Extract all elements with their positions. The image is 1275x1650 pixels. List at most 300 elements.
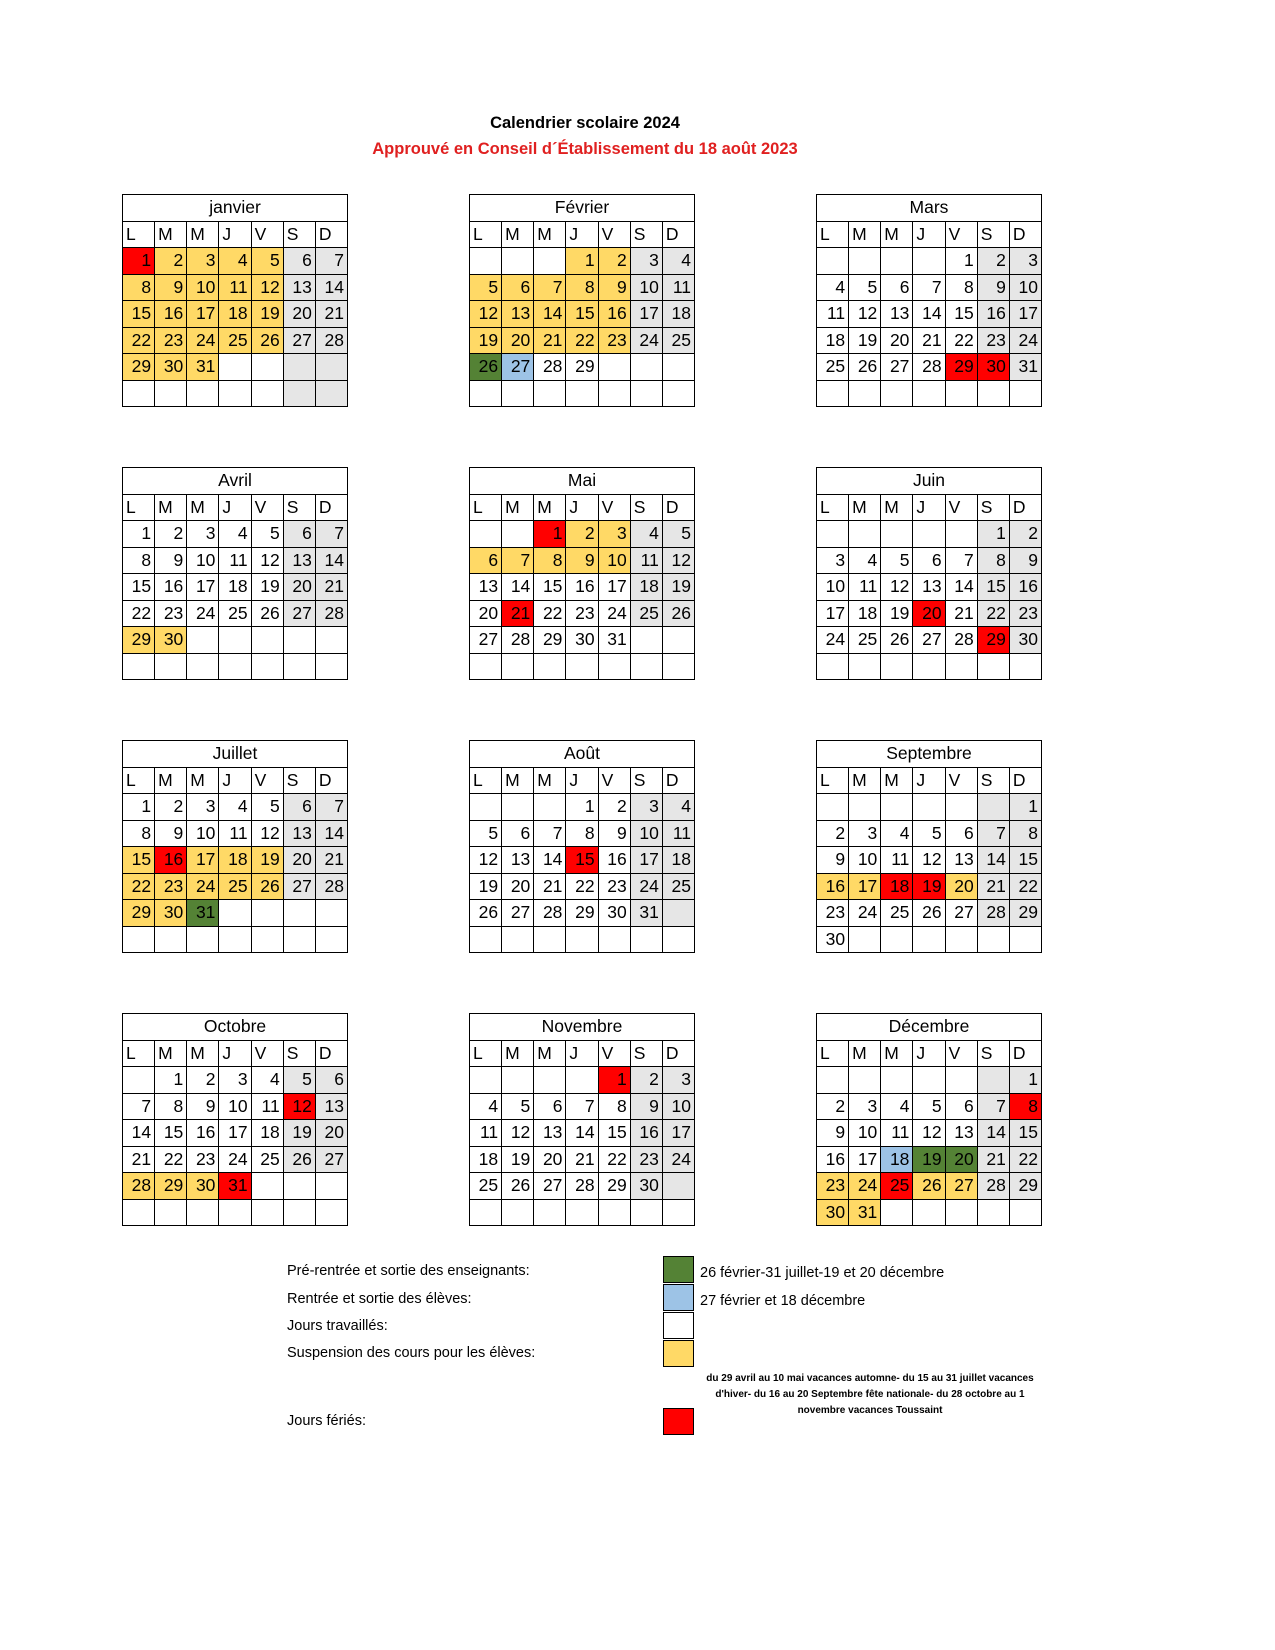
weekday-header: M (534, 494, 566, 521)
day-cell: 10 (630, 820, 662, 847)
day-cell: 20 (315, 1120, 347, 1147)
day-cell: 21 (315, 847, 347, 874)
day-cell: 27 (534, 1173, 566, 1200)
day-cell (881, 248, 913, 275)
day-cell (913, 926, 945, 953)
day-cell: 29 (155, 1173, 187, 1200)
day-cell (283, 1173, 315, 1200)
day-cell: 1 (598, 1067, 630, 1094)
week-row (123, 926, 348, 953)
weekday-header: V (251, 221, 283, 248)
day-cell: 2 (155, 248, 187, 275)
day-cell: 9 (1009, 547, 1041, 574)
day-cell: 30 (977, 354, 1009, 381)
day-cell: 26 (470, 354, 502, 381)
day-cell: 24 (817, 627, 849, 654)
day-cell: 4 (630, 521, 662, 548)
weekday-header: V (598, 221, 630, 248)
day-cell: 21 (315, 301, 347, 328)
day-cell: 26 (251, 600, 283, 627)
day-cell: 13 (945, 847, 977, 874)
day-cell: 2 (187, 1067, 219, 1094)
week-row (817, 1093, 1042, 1120)
day-cell: 3 (219, 1067, 251, 1094)
week-row (817, 794, 1042, 821)
day-cell: 24 (630, 873, 662, 900)
weekday-header: V (598, 1040, 630, 1067)
day-cell: 11 (251, 1093, 283, 1120)
day-cell (913, 794, 945, 821)
day-cell: 16 (1009, 574, 1041, 601)
day-cell: 26 (881, 627, 913, 654)
week-row (123, 327, 348, 354)
day-cell (251, 380, 283, 407)
day-cell: 30 (817, 926, 849, 953)
day-cell (251, 627, 283, 654)
weekday-header: V (251, 494, 283, 521)
day-cell: 10 (817, 574, 849, 601)
weekday-header: D (1009, 767, 1041, 794)
week-row (470, 574, 695, 601)
day-cell: 28 (977, 900, 1009, 927)
day-cell (251, 1173, 283, 1200)
month-name: janvier (123, 195, 348, 222)
week-row (470, 820, 695, 847)
day-cell: 5 (251, 521, 283, 548)
weekday-header: M (155, 494, 187, 521)
day-cell: 24 (662, 1146, 694, 1173)
day-cell (315, 627, 347, 654)
day-cell: 16 (598, 301, 630, 328)
day-cell: 12 (502, 1120, 534, 1147)
week-row (470, 354, 695, 381)
day-cell (534, 248, 566, 275)
day-cell (598, 653, 630, 680)
day-cell: 7 (315, 521, 347, 548)
weekday-header: V (945, 767, 977, 794)
weekday-header: L (470, 767, 502, 794)
day-cell: 13 (315, 1093, 347, 1120)
week-row (470, 1199, 695, 1226)
week-row (123, 1173, 348, 1200)
day-cell: 25 (849, 627, 881, 654)
day-cell: 22 (123, 327, 155, 354)
day-cell: 14 (534, 301, 566, 328)
day-cell: 9 (817, 1120, 849, 1147)
week-row (817, 820, 1042, 847)
day-cell (817, 248, 849, 275)
weekday-header: D (1009, 1040, 1041, 1067)
day-cell: 20 (945, 1146, 977, 1173)
day-cell: 11 (817, 301, 849, 328)
day-cell: 16 (155, 574, 187, 601)
day-cell: 26 (662, 600, 694, 627)
day-cell: 6 (534, 1093, 566, 1120)
day-cell: 12 (251, 547, 283, 574)
day-cell: 19 (913, 1146, 945, 1173)
day-cell: 22 (977, 600, 1009, 627)
day-cell (881, 926, 913, 953)
day-cell (1009, 926, 1041, 953)
day-cell (630, 926, 662, 953)
day-cell: 12 (251, 274, 283, 301)
day-cell (1009, 1199, 1041, 1226)
day-cell: 4 (251, 1067, 283, 1094)
day-cell (187, 926, 219, 953)
month-name: Octobre (123, 1014, 348, 1041)
day-cell: 18 (251, 1120, 283, 1147)
weekday-header: L (470, 221, 502, 248)
day-cell: 3 (187, 521, 219, 548)
day-cell: 10 (849, 847, 881, 874)
day-cell: 18 (817, 327, 849, 354)
day-cell (470, 380, 502, 407)
week-row (470, 547, 695, 574)
weekday-header: L (123, 767, 155, 794)
legend-label-student: Rentrée et sortie des élèves: (287, 1291, 472, 1307)
day-cell: 20 (470, 600, 502, 627)
day-cell: 10 (662, 1093, 694, 1120)
day-cell (566, 380, 598, 407)
day-cell: 8 (598, 1093, 630, 1120)
weekday-header: V (598, 767, 630, 794)
day-cell (881, 794, 913, 821)
day-cell: 7 (566, 1093, 598, 1120)
day-cell: 3 (662, 1067, 694, 1094)
day-cell: 29 (123, 354, 155, 381)
day-cell: 13 (534, 1120, 566, 1147)
weekday-header: S (977, 221, 1009, 248)
day-cell: 12 (913, 847, 945, 874)
day-cell: 19 (470, 873, 502, 900)
day-cell (662, 1199, 694, 1226)
day-cell: 22 (155, 1146, 187, 1173)
day-cell (283, 653, 315, 680)
weekday-header: M (849, 221, 881, 248)
day-cell: 20 (913, 600, 945, 627)
day-cell (913, 1199, 945, 1226)
weekday-header: S (283, 221, 315, 248)
week-row (470, 847, 695, 874)
week-row (817, 1173, 1042, 1200)
week-row (470, 521, 695, 548)
day-cell (945, 380, 977, 407)
month-name: Février (470, 195, 695, 222)
week-row (123, 1093, 348, 1120)
day-cell: 6 (283, 521, 315, 548)
day-cell (251, 900, 283, 927)
day-cell: 25 (662, 327, 694, 354)
day-cell: 9 (598, 274, 630, 301)
day-cell: 1 (566, 794, 598, 821)
day-cell: 4 (662, 794, 694, 821)
day-cell (219, 380, 251, 407)
day-cell: 18 (470, 1146, 502, 1173)
day-cell: 7 (945, 547, 977, 574)
day-cell (817, 794, 849, 821)
day-cell: 14 (977, 847, 1009, 874)
day-cell (502, 380, 534, 407)
week-row (470, 327, 695, 354)
legend-swatch-holiday (663, 1408, 694, 1435)
day-cell (849, 521, 881, 548)
day-cell: 8 (1009, 820, 1041, 847)
day-cell (123, 380, 155, 407)
day-cell: 6 (945, 820, 977, 847)
day-cell (977, 1067, 1009, 1094)
day-cell: 25 (881, 1173, 913, 1200)
day-cell: 5 (881, 547, 913, 574)
day-cell: 11 (470, 1120, 502, 1147)
day-cell: 26 (913, 900, 945, 927)
day-cell: 22 (566, 873, 598, 900)
day-cell: 4 (881, 1093, 913, 1120)
day-cell (598, 926, 630, 953)
day-cell: 23 (187, 1146, 219, 1173)
day-cell: 9 (187, 1093, 219, 1120)
day-cell: 16 (566, 574, 598, 601)
legend-label-worked: Jours travaillés: (287, 1318, 388, 1334)
week-row (817, 1120, 1042, 1147)
weekday-header: M (155, 1040, 187, 1067)
day-cell: 4 (881, 820, 913, 847)
day-cell: 19 (849, 327, 881, 354)
day-cell: 28 (123, 1173, 155, 1200)
day-cell: 8 (945, 274, 977, 301)
day-cell: 15 (566, 301, 598, 328)
day-cell (283, 926, 315, 953)
weekday-header: J (566, 767, 598, 794)
day-cell (630, 1199, 662, 1226)
day-cell: 26 (251, 873, 283, 900)
day-cell: 6 (502, 274, 534, 301)
day-cell: 10 (187, 820, 219, 847)
day-cell (283, 627, 315, 654)
day-cell: 7 (502, 547, 534, 574)
day-cell (470, 926, 502, 953)
month-table (816, 1013, 1042, 1226)
weekday-header: J (566, 494, 598, 521)
weekday-header: S (630, 494, 662, 521)
day-cell: 1 (123, 794, 155, 821)
day-cell: 17 (187, 847, 219, 874)
week-row (123, 627, 348, 654)
day-cell: 1 (123, 248, 155, 275)
weekday-header: J (913, 494, 945, 521)
day-cell (315, 926, 347, 953)
day-cell: 3 (598, 521, 630, 548)
month-name: Novembre (470, 1014, 695, 1041)
day-cell (630, 380, 662, 407)
weekday-header: M (155, 221, 187, 248)
month-name: Avril (123, 468, 348, 495)
day-cell: 7 (913, 274, 945, 301)
day-cell (187, 380, 219, 407)
week-row (123, 301, 348, 328)
day-cell: 19 (251, 847, 283, 874)
day-cell: 25 (662, 873, 694, 900)
day-cell (817, 1067, 849, 1094)
day-cell: 20 (502, 873, 534, 900)
day-cell: 7 (315, 248, 347, 275)
weekday-header: M (502, 221, 534, 248)
week-row (123, 794, 348, 821)
day-cell: 7 (315, 794, 347, 821)
day-cell: 22 (123, 600, 155, 627)
day-cell: 31 (187, 900, 219, 927)
weekday-header: L (470, 494, 502, 521)
weekday-header: M (849, 494, 881, 521)
day-cell (913, 248, 945, 275)
day-cell: 6 (283, 248, 315, 275)
weekday-header: S (977, 767, 1009, 794)
day-cell: 4 (817, 274, 849, 301)
day-cell: 2 (817, 1093, 849, 1120)
day-cell: 21 (977, 873, 1009, 900)
day-cell (315, 1173, 347, 1200)
week-row (817, 327, 1042, 354)
day-cell (502, 926, 534, 953)
day-cell: 26 (913, 1173, 945, 1200)
day-cell: 21 (534, 327, 566, 354)
weekday-header: L (123, 221, 155, 248)
day-cell (662, 354, 694, 381)
week-row (470, 380, 695, 407)
day-cell (534, 380, 566, 407)
day-cell: 4 (849, 547, 881, 574)
day-cell (187, 653, 219, 680)
day-cell: 12 (662, 547, 694, 574)
weekday-header: M (502, 767, 534, 794)
day-cell: 14 (534, 847, 566, 874)
day-cell: 28 (315, 873, 347, 900)
day-cell (630, 627, 662, 654)
week-row (470, 248, 695, 275)
day-cell (470, 248, 502, 275)
day-cell: 9 (155, 274, 187, 301)
legend-note-line: d'hiver- du 16 au 20 Septembre fête nationale- du 28 octobre au 1 (715, 1389, 1025, 1400)
month-table (469, 1013, 695, 1226)
day-cell: 21 (977, 1146, 1009, 1173)
day-cell: 15 (945, 301, 977, 328)
day-cell: 20 (881, 327, 913, 354)
day-cell: 1 (123, 521, 155, 548)
day-cell: 1 (1009, 1067, 1041, 1094)
day-cell: 29 (945, 354, 977, 381)
day-cell: 9 (977, 274, 1009, 301)
day-cell (977, 653, 1009, 680)
day-cell (502, 794, 534, 821)
day-cell: 8 (123, 547, 155, 574)
day-cell: 29 (1009, 900, 1041, 927)
day-cell: 23 (1009, 600, 1041, 627)
week-row (123, 274, 348, 301)
day-cell: 21 (945, 600, 977, 627)
day-cell: 21 (566, 1146, 598, 1173)
month-name: Septembre (817, 741, 1042, 768)
day-cell (566, 653, 598, 680)
day-cell (817, 653, 849, 680)
day-cell: 11 (881, 847, 913, 874)
month-table (469, 467, 695, 680)
day-cell: 2 (630, 1067, 662, 1094)
day-cell: 11 (662, 274, 694, 301)
weekday-header: J (566, 221, 598, 248)
week-row (123, 521, 348, 548)
day-cell: 11 (219, 547, 251, 574)
day-cell (945, 1067, 977, 1094)
day-cell (945, 653, 977, 680)
day-cell (315, 380, 347, 407)
day-cell (662, 653, 694, 680)
day-cell: 14 (315, 274, 347, 301)
day-cell: 31 (630, 900, 662, 927)
day-cell (502, 653, 534, 680)
day-cell: 16 (630, 1120, 662, 1147)
day-cell (219, 653, 251, 680)
day-cell: 27 (470, 627, 502, 654)
day-cell: 29 (566, 354, 598, 381)
day-cell: 28 (315, 600, 347, 627)
day-cell: 16 (817, 1146, 849, 1173)
day-cell: 5 (251, 794, 283, 821)
week-row (470, 274, 695, 301)
week-row (817, 847, 1042, 874)
day-cell (849, 1067, 881, 1094)
day-cell: 14 (315, 547, 347, 574)
day-cell: 1 (1009, 794, 1041, 821)
week-row (123, 574, 348, 601)
day-cell (849, 794, 881, 821)
day-cell: 1 (155, 1067, 187, 1094)
weekday-header: D (662, 494, 694, 521)
weekday-header: S (283, 1040, 315, 1067)
day-cell: 24 (187, 327, 219, 354)
month-name: Mars (817, 195, 1042, 222)
day-cell: 29 (123, 627, 155, 654)
day-cell: 3 (1009, 248, 1041, 275)
day-cell (534, 926, 566, 953)
month-name: Décembre (817, 1014, 1042, 1041)
day-cell: 25 (219, 327, 251, 354)
day-cell (219, 354, 251, 381)
day-cell (881, 653, 913, 680)
day-cell: 8 (566, 820, 598, 847)
day-cell: 15 (977, 574, 1009, 601)
day-cell (913, 653, 945, 680)
day-cell: 17 (219, 1120, 251, 1147)
weekday-header: M (187, 767, 219, 794)
weekday-header: M (534, 767, 566, 794)
day-cell: 29 (123, 900, 155, 927)
day-cell: 20 (502, 327, 534, 354)
day-cell: 25 (630, 600, 662, 627)
day-cell: 10 (849, 1120, 881, 1147)
day-cell (977, 794, 1009, 821)
day-cell (913, 1067, 945, 1094)
day-cell: 16 (598, 847, 630, 874)
day-cell: 3 (817, 547, 849, 574)
day-cell: 11 (219, 274, 251, 301)
weekday-header: D (1009, 221, 1041, 248)
weekday-header: J (219, 494, 251, 521)
day-cell: 27 (315, 1146, 347, 1173)
day-cell: 28 (315, 327, 347, 354)
day-cell: 26 (251, 327, 283, 354)
week-row (123, 653, 348, 680)
day-cell (849, 380, 881, 407)
day-cell: 4 (470, 1093, 502, 1120)
